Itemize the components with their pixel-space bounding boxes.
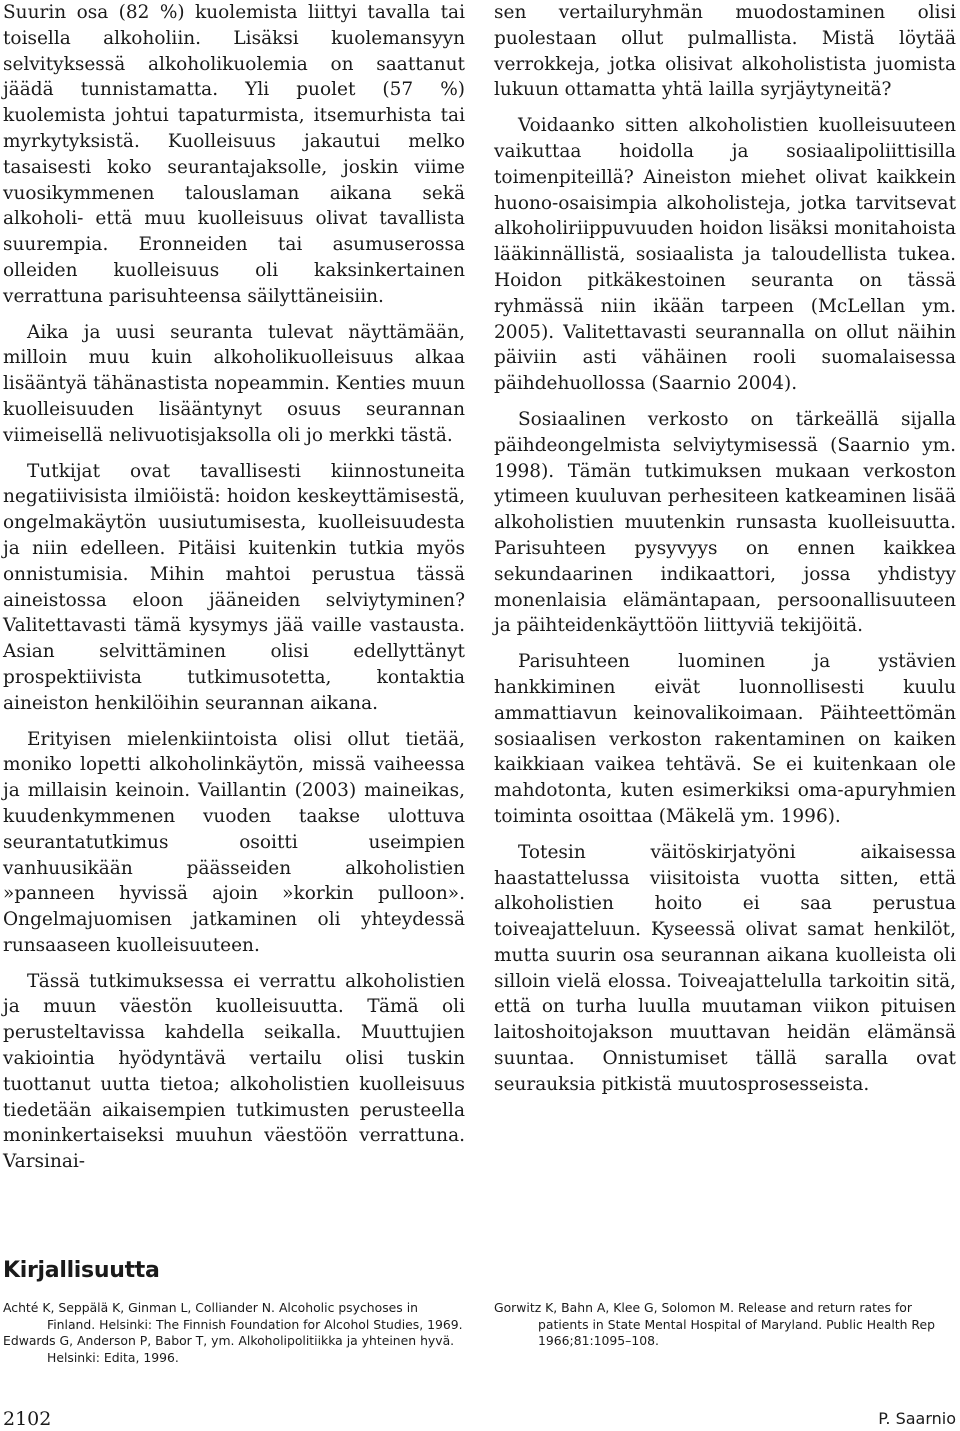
left-paragraph-2: Aika ja uusi seuranta tulevat näyttämään, milloin muu kuin alkoholikuolleisuus alkaa lisääntyä tähänastista nopeammin. Kenties muun kuolleisuuden lisääntynyt osuus seurannan viimeisellä nelivuotisjaksolla oli jo merkki tästä. [3, 321, 465, 446]
left-paragraph-4: Erityisen mielenkiintoista olisi ollut tietää, moniko lopetti alkoholinkäytön, missä vaiheessa ja millaisin keinoin. Vaillantin (2003) maineikas, kuudenkymmenen vuoden taakse ulottuva seurantatutkimus osoitti useimpien vanhuusikään päässeiden alkoholistien »panneen hyvissä ajoin »korkin pulloon». Ongelmajuomisen jatkaminen oli yhteydessä runsaaseen kuolleisuuteen. [3, 728, 465, 956]
left-paragraph-3: Tutkijat ovat tavallisesti kiinnostuneita negatiivisista ilmiöistä: hoidon keskeyttämisestä, ongelmakäytön uusiutumisesta, kuolleisuudesta ja niin edelleen. Pitäisi kuitenkin tutkia myös onnistumisia. Mihin mahtoi perustua tässä aineistossa eloon jääneiden selviytyminen? Valitettavasti tämä kysymys jää vaille vastausta. Asian selvittäminen olisi edellyttänyt prospektiivista tutkimusotetta, kontaktia aineiston henkilöihin seurannan aikana. [3, 460, 465, 714]
left-paragraph-5: Tässä tutkimuksessa ei verrattu alkoholistien ja muun väestön kuolleisuutta. Tämä oli perusteltavissa kahdella seikalla. Muuttujien vakiointia hyödyntävä vertailu olisi tuskin tuottanut uutta tietoa; alkoholistien kuolleisuus tiedetään aikaisempien tutkimusten perusteella moninkertaiseksi muuhun väestöön verrattuna. Varsinai- [3, 970, 465, 1173]
reference-entry: Edwards G, Anderson P, Babor T, ym. Alkoholipolitiikka ja yhteinen hyvä. Helsinki: Edita, 1996. [3, 1333, 455, 1365]
reference-entry: Achté K, Seppälä K, Ginman L, Colliander N. Alcoholic psychoses in Finland. Helsinki: The Finnish Foundation for Alcohol Studies, 1969. [3, 1300, 463, 1332]
reference-entry: Gorwitz K, Bahn A, Klee G, Solomon M. Release and return rates for patients in State Mental Hospital of Maryland. Public Health Rep 1966;81:1095–108. [494, 1300, 935, 1349]
right-paragraph-5: Totesin väitöskirjatyöni aikaisessa haastattelussa viisitoista vuotta sitten, että alkoholistien hoito ei saa perustua toiveajatteluun. Kyseessä olivat samat henkilöt, mutta suurin osa seurannan aikana kuolleista oli silloin vielä elossa. Toiveajattelulla tarkoitin sitä, että on turha luulla muutaman viikon pituisen laitoshoitojakson muuttavan heidän elämänsä suuntaa. Onnistumiset tällä saralla ovat seurauksia pitkistä muutosprosesseista. [494, 841, 956, 1095]
left-text-column [3, 0, 465, 1185]
references-heading: Kirjallisuutta [3, 1258, 160, 1283]
page-number: 2102 [3, 1408, 52, 1430]
references-right-column [494, 1300, 956, 1350]
running-footer-author: P. Saarnio [878, 1409, 956, 1428]
references-left-column [3, 1300, 465, 1366]
right-paragraph-4: Parisuhteen luominen ja ystävien hankkiminen eivät luonnollisesti kuulu ammattiavun keinovalikoimaan. Päihteettömän sosiaalisen verkoston rakentaminen on kaiken kaikkiaan vaikea tehtävä. Se ei kuitenkaan ole mahdotonta, kuten esimerkiksi oma-apuryhmien toiminta osoittaa (Mäkelä ym. 1996). [494, 651, 956, 827]
right-paragraph-2: Voidaanko sitten alkoholistien kuolleisuuteen vaikuttaa hoidolla ja sosiaalipoliittisilla toimenpiteillä? Aineiston miehet olivat kaikkein huono-osaisimpia alkoholisteja, jotka tarvitsevat alkoholiriippuvuuden hoidon lisäksi monitahoista lääkinnällistä, sosiaalista ja taloudellista tukea. Hoidon pitkäkestoinen seuranta on tässä ryhmässä niin ikään tarpeen (McLellan ym. 2005). Valitettavasti seurannalla on ollut näihin päiviin asti vähäinen rooli suomalaisessa päihdehuollossa (Saarnio 2004). [494, 115, 956, 395]
right-text-column [494, 0, 956, 1108]
left-paragraph-1: Suurin osa (82 %) kuolemista liittyi tavalla tai toisella alkoholiin. Lisäksi kuolemansyyn selvityksessä alkoholikuolemia on saattanut jäädä tunnistamatta. Yli puolet (57 %) kuolemista johtui tapaturmista, itsemurhista tai myrkytyksistä. Kuolleisuus jakautui melko tasaisesti koko seurantajaksolle, joskin viime vuosikymmenen talouslaman aikana sekä alkoholi- että muu kuolleisuus olivat tavallista suurempia. Eronneiden tai asumuserossa olleiden kuolleisuus oli kaksinkertainen verrattuna parisuhteensa säilyttäneisiin. [3, 2, 465, 307]
right-paragraph-3: Sosiaalinen verkosto on tärkeällä sijalla päihdeongelmista selviytymisessä (Saarnio ym. 1998). Tämän tutkimuksen mukaan verkoston ytimeen kuuluvan perhesiteen katkeaminen lisää alkoholistien muutenkin runsasta kuolleisuutta. Parisuhteen pysyvyys on ennen kaikkea sekundaarinen indikaattori, jossa yhdistyy monenlaisia elämäntapaan, persoonallisuuteen ja päihteidenkäyttöön liittyviä tekijöitä. [494, 408, 956, 637]
right-paragraph-1: sen vertailuryhmän muodostaminen olisi puolestaan ollut pulmallista. Mistä löytää verrokkeja, jotka olisivat alkoholistista juomista lukuun ottamatta yhtä lailla syrjäytyneitä? [494, 2, 956, 101]
